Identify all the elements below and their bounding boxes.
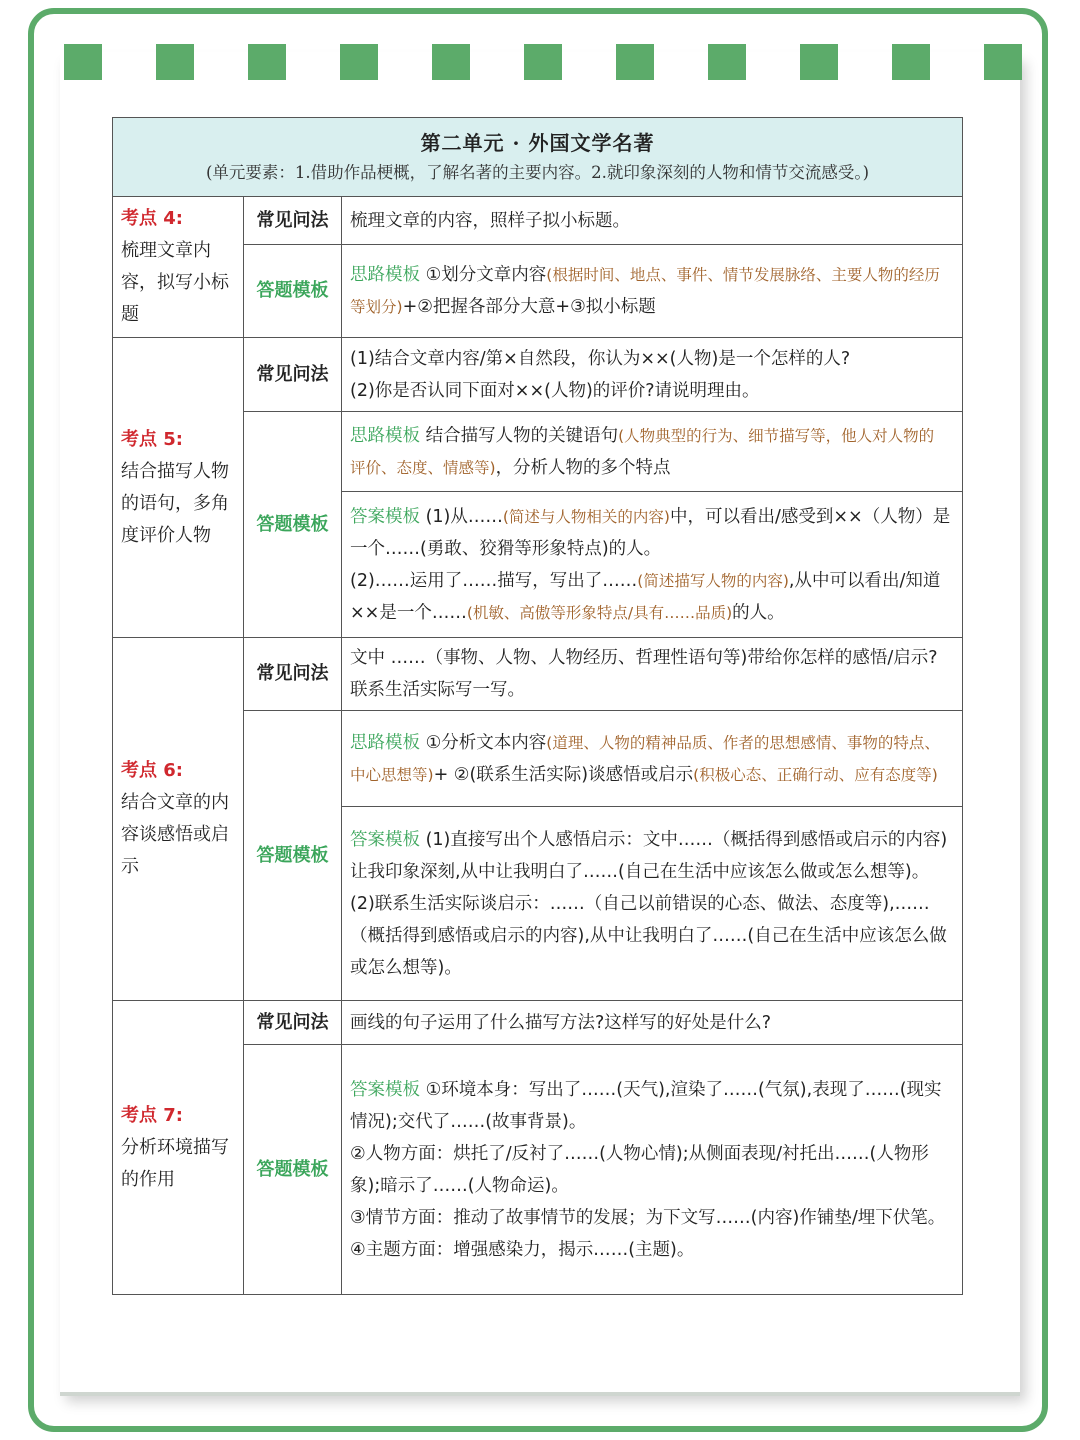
kp6-question: 文中 ……（事物、人物、人物经历、哲理性语句等)带给你怎样的感悟/启示?联系生活实际写一写。 — [342, 638, 963, 711]
kp4-question: 梳理文章的内容，照样子拟小标题。 — [342, 197, 963, 245]
binder-tab — [340, 44, 378, 80]
answer-tag: 答案模板 — [350, 829, 420, 850]
kp6-answer-2: (2)联系生活实际谈启示：……（自己以前错误的心态、做法、态度等),……（概括得到感悟或启示的内容),从中让我明白了……(自己在生活中应该怎么做或怎么想等)。 — [350, 893, 947, 978]
binder-tab — [156, 44, 194, 80]
kp7-answer-3: ③情节方面：推动了故事情节的发展；为下文写……(内容)作铺垫/埋下伏笔。 — [350, 1207, 946, 1228]
kp7-question: 画线的句子运用了什么描写方法?这样写的好处是什么? — [342, 1001, 963, 1045]
kp5-ans1-a: (1)从…… — [425, 506, 503, 527]
binder-tab — [616, 44, 654, 80]
kp5-answer-1 — [350, 501, 954, 565]
kp7-answer-1 — [350, 1074, 954, 1138]
kp5-ans2-b: (简述描写人物的内容) — [637, 571, 789, 590]
kp5-ans1-c: 中，可以看出/感受到××（人物）是一个……(勇敢、狡猾等形象特点)的人。 — [350, 506, 951, 559]
kp5-think-template — [342, 412, 963, 492]
kp4-think-template — [342, 245, 963, 338]
unit-subtitle: (单元要素：1.借助作品梗概，了解名著的主要内容。2.就印象深刻的人物和情节交流感受。) — [205, 163, 870, 182]
kp4-cell — [113, 197, 244, 338]
kp6-think-b: (道理、人物的精神品质、作者的思想感情、事物的特点、中心思想等) — [350, 733, 940, 784]
table-row — [113, 338, 963, 412]
kp5-q2: (2)你是否认同下面对××(人物)的评价?请说明理由。 — [350, 380, 760, 401]
kp5-answer-template — [342, 492, 963, 638]
table-row — [113, 197, 963, 245]
kp4-think-b: (根据时间、地点、事件、情节发展脉络、主要人物的经历等划分) — [350, 266, 940, 317]
kp5-ans2-e: 的人。 — [732, 602, 785, 623]
kp7-ans1: ①环境本身：写出了……(天气),渲染了……(气氛),表现了……(现实情况);交代了……(故事背景)。 — [350, 1079, 942, 1132]
binder-tab — [984, 44, 1022, 80]
binder-tab — [708, 44, 746, 80]
kp5-cell — [113, 338, 244, 638]
kp4-think-c: +②把握各部分大意+③拟小标题 — [402, 297, 656, 318]
common-question-label: 常见问法 — [244, 197, 342, 245]
kp7-answer-4: ④主题方面：增强感染力，揭示……(主题)。 — [350, 1239, 695, 1260]
common-question-label: 常见问法 — [244, 338, 342, 412]
kp6-ans1: (1)直接写出个人感悟启示：文中……（概括得到感悟或启示的内容)让我印象深刻,从中让我明白了……(自己在生活中应该怎么做或怎么想等)。 — [350, 829, 948, 882]
kp6-think-template — [342, 711, 963, 807]
kp6-label: 考点 6: — [121, 760, 183, 781]
kp5-ans2-c: ,从中可以看出/知道××是一个…… — [350, 570, 941, 623]
kp5-think-b: (人物典型的行为、细节描写等，他人对人物的 评价、态度、情感等) — [350, 426, 935, 477]
kp6-cell — [113, 638, 244, 1001]
kp6-think-c: + ②(联系生活实际)谈感悟或启示 — [433, 764, 694, 785]
kp5-label: 考点 5: — [121, 428, 183, 450]
kp6-text: 结合文章的内容谈感悟或启示 — [121, 792, 229, 877]
think-tag: 思路模板 — [350, 265, 420, 286]
binder-tab — [432, 44, 470, 80]
think-tag: 思路模板 — [350, 425, 420, 446]
binder-tab — [524, 44, 562, 80]
answer-template-label: 答题模板 — [244, 1045, 342, 1295]
kp6-answer-template — [342, 807, 963, 1001]
kp4-label: 考点 4: — [121, 208, 183, 229]
kp6-think-a: ①分析文本内容 — [425, 732, 547, 753]
table-row — [113, 638, 963, 711]
answer-tag: 答案模板 — [350, 1079, 420, 1100]
common-question-label: 常见问法 — [244, 638, 342, 711]
kp7-cell — [113, 1001, 244, 1295]
think-tag: 思路模板 — [350, 732, 420, 753]
kp5-q1: (1)结合文章内容/第×自然段，你认为××(人物)是一个怎样的人? — [350, 348, 851, 369]
kp5-ans2-d: (机敏、高傲等形象特点/具有……品质) — [466, 603, 733, 622]
table-header-row — [113, 118, 963, 197]
kp7-answer-template — [342, 1045, 963, 1295]
unit-title: 第二单元 · 外国文学名著 — [420, 131, 655, 155]
kp7-label: 考点 7: — [121, 1104, 183, 1126]
binder-tab — [800, 44, 838, 80]
kp5-answer-2 — [350, 565, 954, 629]
study-table — [112, 117, 963, 1295]
kp4-text: 梳理文章内容，拟写小标题 — [121, 240, 229, 325]
binder-tab — [892, 44, 930, 80]
kp7-answer-2: ②人物方面：烘托了/反衬了……(人物心情);从侧面表现/衬托出……(人物形象);暗示了……(人物命运)。 — [350, 1143, 929, 1196]
kp5-text: 结合描写人物的语句，多角度评价人物 — [121, 460, 229, 546]
table-row — [113, 1001, 963, 1045]
kp6-answer-1 — [350, 824, 954, 888]
table-header — [113, 118, 963, 197]
kp5-ans2-a: (2)……运用了……描写，写出了…… — [350, 570, 638, 591]
binder-tab — [64, 44, 102, 80]
kp7-text: 分析环境描写的作用 — [121, 1136, 229, 1190]
answer-template-label: 答题模板 — [244, 711, 342, 1001]
answer-tag: 答案模板 — [350, 506, 420, 527]
kp5-think-a: 结合描写人物的关键语句 — [425, 425, 619, 446]
kp5-questions — [342, 338, 963, 412]
kp6-think-d: (积极心态、正确行动、应有态度等) — [693, 765, 938, 784]
answer-template-label: 答题模板 — [244, 412, 342, 638]
kp4-think-a: ①划分文章内容 — [425, 265, 547, 286]
answer-template-label: 答题模板 — [244, 245, 342, 338]
common-question-label: 常见问法 — [244, 1001, 342, 1045]
kp5-think-c: ，分析人物的多个特点 — [495, 457, 671, 478]
binder-tab — [248, 44, 286, 80]
kp5-ans1-b: (简述与人物相关的内容) — [502, 507, 670, 526]
